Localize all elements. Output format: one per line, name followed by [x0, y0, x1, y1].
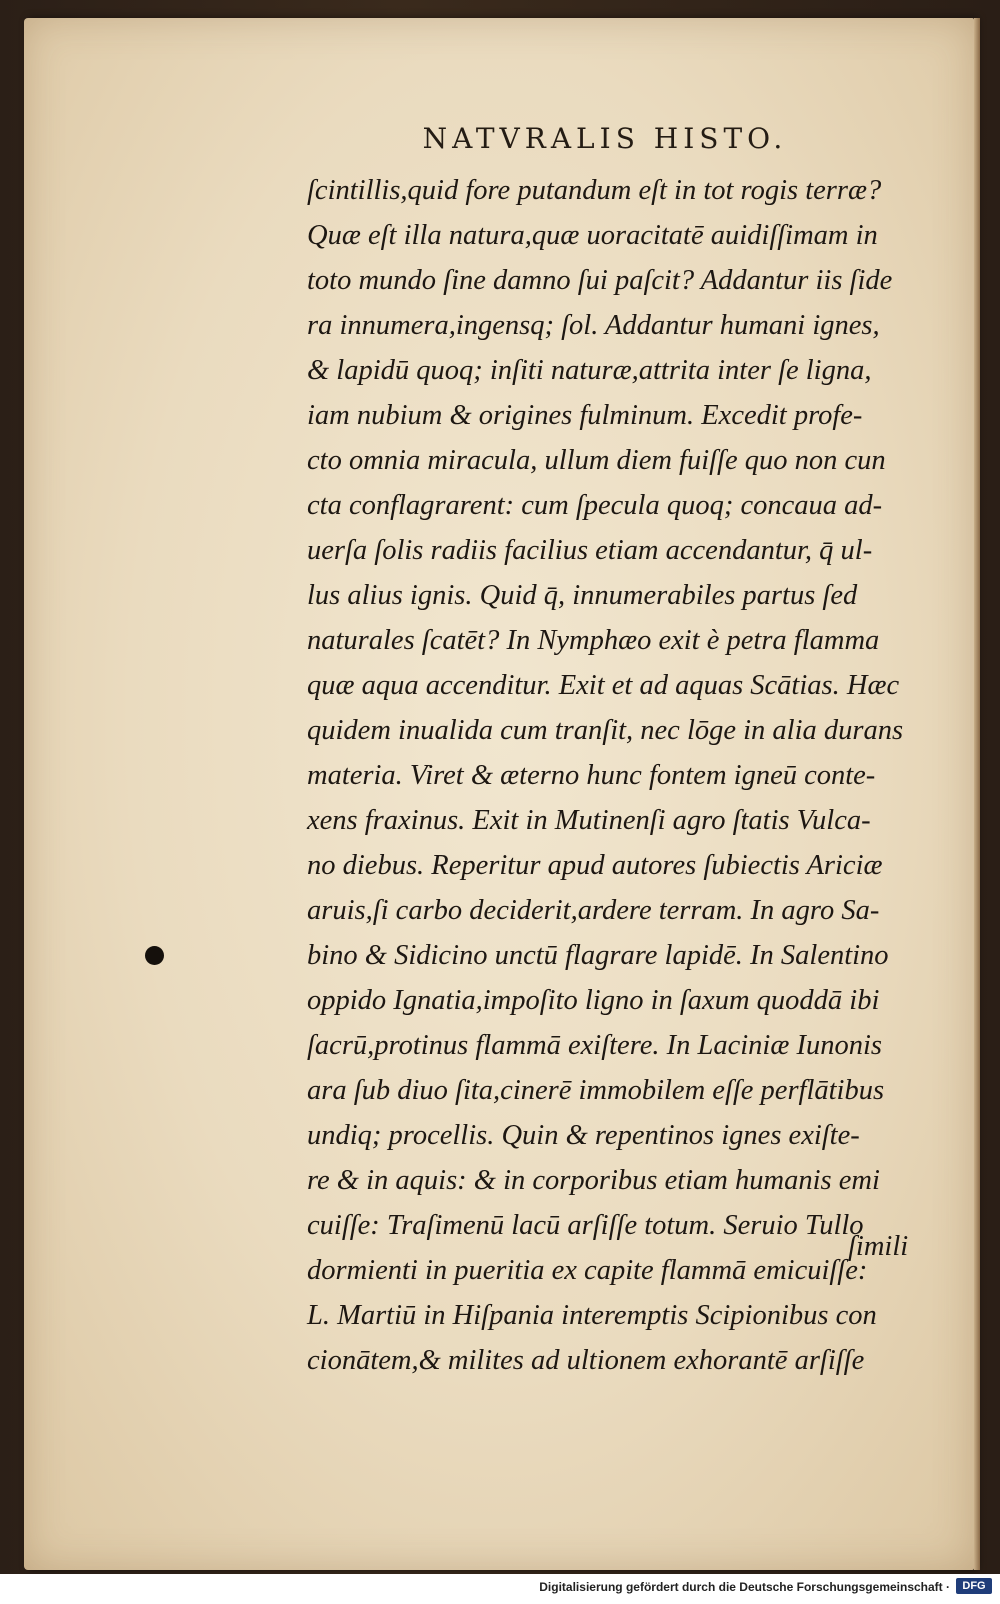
dfg-logo-icon: DFG [956, 1578, 992, 1594]
text-line: lus alius ignis. Quid q̄, innumerabiles partus ſed [307, 580, 858, 611]
text-line: ſacrū,protinus flammā exiſtere. In Laciniæ Iunonis [307, 1030, 882, 1061]
text-line: toto mundo ſine damno ſui paſcit? Addantur iis ſide [307, 265, 893, 296]
text-line: naturales ſcatēt? In Nymphæo exit è petra flamma [307, 625, 880, 656]
text-line: aruis,ſi carbo deciderit,ardere terram. In agro Sa- [307, 895, 880, 926]
running-head: NATVRALIS HISTO. [422, 122, 788, 155]
text-line: ra innumera,ingensq; ſol. Addantur humani ignes, [307, 310, 880, 341]
text-line: L. Martiū in Hiſpania interemptis Scipionibus con [307, 1300, 877, 1331]
text-line: no diebus. Reperitur apud autores ſubiectis Ariciæ [307, 850, 883, 881]
text-line: dormienti in pueritia ex capite flammā emicuiſſe: [307, 1255, 868, 1286]
text-line: cto omnia miracula, ullum diem fuiſſe quo non cun [307, 445, 886, 476]
text-line: ara ſub diuo ſita,cinerē immobilem eſſe perflātibus [307, 1075, 885, 1106]
text-line: Quæ eſt illa natura,quæ uoracitatē auidiſſimam in [307, 220, 878, 251]
page-body-text [307, 168, 927, 1383]
text-line: oppido Ignatia,impoſito ligno in ſaxum quoddā ibi [307, 985, 880, 1016]
page-edge [974, 18, 980, 1570]
text-line: iam nubium & origines fulminum. Excedit profe- [307, 400, 863, 431]
text-line: quæ aqua accenditur. Exit et ad aquas Scātias. Hæc [307, 670, 900, 701]
text-line: materia. Viret & æterno hunc fontem igneū conte- [307, 760, 876, 791]
text-line: xens fraxinus. Exit in Mutinenſi agro ſtatis Vulca- [307, 805, 871, 836]
text-line: re & in aquis: & in corporibus etiam humanis emi [307, 1165, 880, 1196]
text-line: bino & Sidicino unctū flagrare lapidē. In Salentino [307, 940, 889, 971]
footer-credit: Digitalisierung gefördert durch die Deutsche Forschungsgemeinschaft · [539, 1580, 950, 1594]
text-line: uerſa ſolis radiis facilius etiam accendantur, q̄ ul- [307, 535, 873, 566]
text-line: ſcintillis,quid fore putandum eſt in tot rogis terræ? [307, 175, 882, 206]
ink-blot-icon [145, 946, 164, 965]
text-line: cuiſſe: Traſimenū lacū arſiſſe totum. Seruio Tullo [307, 1210, 864, 1241]
text-line: quidem inualida cum tranſit, nec lōge in alia durans [307, 715, 904, 746]
text-line: undiq; procellis. Quin & repentinos ignes exiſte- [307, 1120, 860, 1151]
text-line: cta conflagrarent: cum ſpecula quoq; concaua ad- [307, 490, 883, 521]
text-line: & lapidū quoq; inſiti naturæ,attrita inter ſe ligna, [307, 355, 872, 386]
catchword: ſimili [848, 1231, 909, 1262]
text-line: cionātem,& milites ad ultionem exhorantē arſiſſe [307, 1345, 865, 1376]
